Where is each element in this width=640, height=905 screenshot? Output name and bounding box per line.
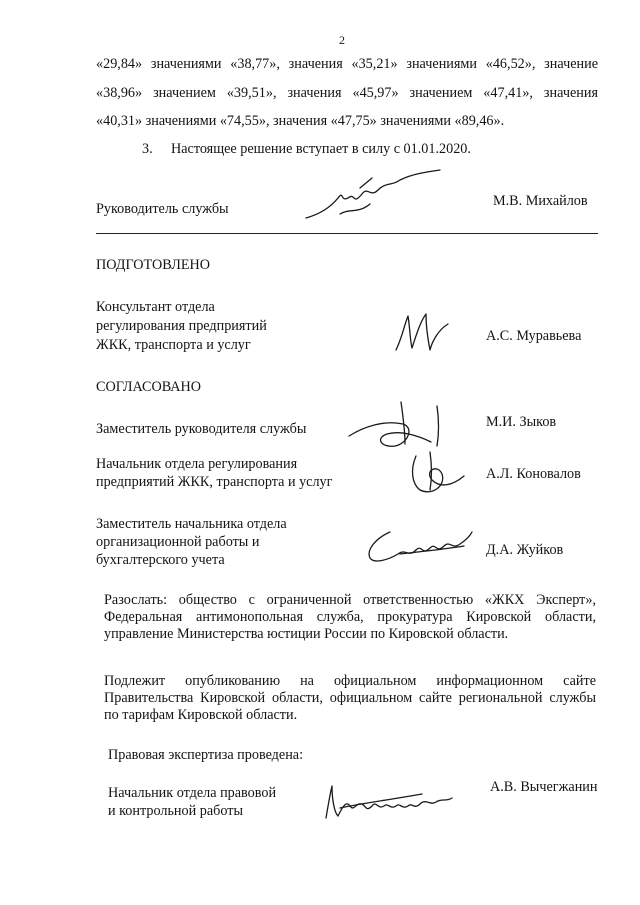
head-name: М.В. Михайлов: [493, 193, 588, 209]
publication-line-1: Подлежит опубликованию на официальном информационном сайте: [104, 673, 596, 689]
distribution-line-1: Разослать: общество с ограниченной ответственностью «ЖКХ Эксперт»,: [104, 592, 596, 608]
agreed-2-position-line-1: Начальник отдела регулирования: [96, 456, 298, 472]
prepared-position-line-3: ЖКК, транспорта и услуг: [96, 337, 251, 353]
agreed-2-name: А.Л. Коновалов: [486, 466, 581, 482]
intro-line-2: «38,96» значением «39,51», значения «45,97» значением «47,41», значения: [96, 85, 598, 101]
prepared-heading: ПОДГОТОВЛЕНО: [96, 257, 210, 273]
legal-review-signature: [318, 778, 468, 828]
prepared-signature: [392, 308, 452, 358]
agreed-2-position-line-2: предприятий ЖКК, транспорта и услуг: [96, 474, 333, 490]
point-3-number: 3.: [142, 141, 153, 157]
agreed-1-signature: [345, 398, 455, 453]
publication-line-2: Правительства Кировской области, официальном сайте региональной службы: [104, 690, 596, 706]
legal-review-heading: Правовая экспертиза проведена:: [108, 747, 304, 763]
legal-review-position-line-1: Начальник отдела правовой: [108, 785, 277, 801]
agreed-3-signature: [360, 524, 475, 569]
distribution-line-2: Федеральная антимонопольная служба, прокуратура Кировской области,: [104, 609, 596, 625]
head-title: Руководитель службы: [96, 201, 229, 217]
agreed-3-position-line-3: бухгалтерского учета: [96, 552, 225, 568]
prepared-position-line-1: Консультант отдела: [96, 299, 215, 315]
prepared-position-line-2: регулирования предприятий: [96, 318, 267, 334]
agreed-3-name: Д.А. Жуйков: [486, 542, 564, 558]
legal-review-position-line-2: и контрольной работы: [108, 803, 243, 819]
legal-review-name: А.В. Вычегжанин: [490, 779, 598, 795]
page-number: 2: [339, 33, 345, 47]
agreed-1-name: М.И. Зыков: [486, 414, 557, 430]
head-signature: [300, 168, 450, 228]
publication-line-3: по тарифам Кировской области.: [104, 707, 298, 723]
agreed-3-position-line-1: Заместитель начальника отдела: [96, 516, 287, 532]
agreed-heading: СОГЛАСОВАНО: [96, 379, 202, 395]
distribution-line-3: управление Министерства юстиции России по Кировской области.: [104, 626, 509, 642]
agreed-3-position-line-2: организационной работы и: [96, 534, 260, 550]
prepared-name: А.С. Муравьева: [486, 328, 582, 344]
intro-line-1: «29,84» значениями «38,77», значения «35,21» значениями «46,52», значение: [96, 56, 598, 72]
signature-divider: [96, 233, 598, 234]
agreed-1-position-line-1: Заместитель руководителя службы: [96, 421, 307, 437]
point-3-text: Настоящее решение вступает в силу с 01.01.2020.: [171, 141, 471, 157]
agreed-2-signature: [402, 446, 472, 496]
intro-line-3: «40,31» значениями «74,55», значения «47,75» значениями «89,46».: [96, 113, 505, 129]
